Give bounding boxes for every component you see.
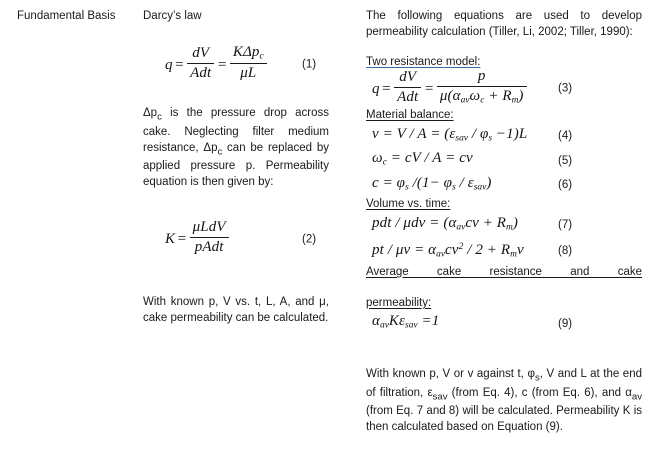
equation-8-number: (8) <box>558 244 573 257</box>
eq6-c-sub: sav <box>473 182 487 193</box>
eq8-b-sup: 2 <box>458 242 464 253</box>
equation-1-block <box>143 44 329 85</box>
para1-text-d: can be replaced by applied pressure p. Permeability equation is then given by: <box>143 141 329 188</box>
eq3-den-a-sub: av <box>460 95 470 106</box>
spacer <box>366 336 642 358</box>
eq3-frac2-numerator: p <box>437 68 527 87</box>
equation-7-number: (7) <box>558 218 573 231</box>
eq3-frac1-numerator: dV <box>394 69 421 88</box>
equation-5-expression <box>372 150 473 166</box>
para1-delta-p-2-sub: c <box>217 145 223 157</box>
equation-3-expression <box>372 68 528 106</box>
heading-darcys-law: Darcy’s law <box>143 10 202 22</box>
eq8-b: cv <box>445 242 459 259</box>
eq9-b: Kε <box>388 313 406 330</box>
equation-8-block <box>366 237 642 265</box>
final-a: With known p, V or v against t, φ <box>366 367 535 380</box>
equation-9-number: (9) <box>558 317 573 330</box>
final-d: (from Eq. 7 and 8) will be calculated. Permeability K is then calculated based on Equation (9). <box>366 405 642 433</box>
eq1-equals-2: = <box>217 56 227 73</box>
final-a-sub: s <box>534 372 540 384</box>
eq6-c: / ε <box>455 174 474 191</box>
eq5-b: = cV / A = cv <box>386 150 473 167</box>
eq4-a-sub: sav <box>455 133 468 144</box>
para1-delta-p: Δp <box>143 107 158 120</box>
equation-8-expression <box>372 242 524 258</box>
equation-4-number: (4) <box>558 130 573 143</box>
eq7-a: pdt / μdv = (α <box>372 214 457 231</box>
heading-volume-vs-time-text: Volume vs. time: <box>366 198 451 211</box>
eq3-frac2-denominator <box>437 87 527 106</box>
eq9-b-sub: sav <box>405 320 418 331</box>
section-label-fundamental-basis: Fundamental Basis <box>17 10 116 22</box>
eq7-a-sub: av <box>456 222 466 233</box>
eq4-a: v = V / A = (ε <box>372 125 456 142</box>
eq8-a-sub: av <box>436 249 446 260</box>
eq2-fraction <box>190 219 229 256</box>
eq6-a-sub: s <box>405 182 409 193</box>
eq1-fraction-2 <box>230 44 267 82</box>
heading-material-balance-text: Material balance: <box>366 109 454 122</box>
eq8-a: pt / μv = α <box>372 242 437 259</box>
equation-5-block <box>366 148 642 172</box>
equation-6-expression <box>372 175 491 191</box>
eq1-frac2-denominator: μL <box>240 65 257 82</box>
equation-9-block <box>366 311 642 335</box>
heading-volume-vs-time <box>366 197 642 213</box>
final-c-sub: av <box>631 390 642 402</box>
eq3-den-c: + R <box>484 88 512 105</box>
eq2-lhs: K <box>165 231 176 248</box>
eq3-lhs: q <box>372 80 380 97</box>
eq6-a: c = φ <box>372 174 406 191</box>
final-b-sub: sav <box>432 390 448 402</box>
paragraph-known-values: With known p, V vs. t, L, A, and μ, cake permeability can be calculated. <box>143 296 329 324</box>
equation-6-number: (6) <box>558 178 573 191</box>
eq1-lhs: q <box>165 56 173 73</box>
eq6-d: ) <box>486 174 492 191</box>
eq8-d: v <box>516 242 524 259</box>
fundamental-basis-column <box>17 9 137 24</box>
heading-material-balance <box>366 108 642 124</box>
eq7-b-sub: m <box>506 222 513 233</box>
eq8-c-sub: m <box>510 249 517 260</box>
eq2-denominator: pAdt <box>194 238 224 255</box>
spacer <box>143 212 329 221</box>
heading-average-cake-resistance-line2: permeability: <box>366 296 432 309</box>
spacer <box>143 25 329 47</box>
equation-2-number: (2) <box>302 232 317 245</box>
eq4-b: / φ <box>467 125 489 142</box>
eq6-b: /(1− φ <box>408 174 453 191</box>
equation-2-expression <box>165 219 230 255</box>
eq1-equals: = <box>175 56 184 73</box>
eq7-b: cv + R <box>465 214 507 231</box>
equation-4-expression <box>372 126 527 142</box>
paragraph-intro: The following equations are used to develop permeability calculation (Tiller, Li, 2002; Tiller, 1990): <box>366 10 642 38</box>
eq4-c: −1)L <box>492 125 528 142</box>
eq3-den-a: μ(α <box>439 88 461 105</box>
eq3-frac1-denominator: Adt <box>397 88 419 105</box>
spacer <box>366 358 642 367</box>
equation-7-expression <box>372 215 518 231</box>
eq1-frac1-numerator: dV <box>187 45 214 64</box>
para1-text-b: is the pressure drop across cake. Neglecting filter medium resistance, <box>143 107 329 154</box>
heading-average-cake-resistance-line1: Average cake resistance and cake <box>366 265 642 278</box>
eq4-b-sub: s <box>488 133 493 144</box>
eq5-a-sub: c <box>382 157 387 168</box>
equation-5-number: (5) <box>558 154 573 167</box>
eq3-fraction-2 <box>437 68 527 106</box>
eq3-den-c-sub: m <box>511 95 519 106</box>
spacer <box>143 84 329 106</box>
eq1-frac2-numerator <box>230 44 267 64</box>
eq5-a: ω <box>372 150 383 167</box>
eq1-frac2-num-sub: c <box>259 51 264 62</box>
heading-average-cake-resistance <box>366 265 642 296</box>
eq2-numerator: μLdV <box>190 219 229 238</box>
spacer <box>143 190 329 212</box>
equation-3-block <box>366 68 642 109</box>
eq3-fraction-1 <box>394 69 421 106</box>
heading-average-cake-resistance-line2-wrap <box>366 296 642 312</box>
eq9-a: α <box>372 313 380 330</box>
paragraph-pressure-drop <box>143 106 329 190</box>
equation-6-block <box>366 173 642 197</box>
eq1-frac2-num-text: KΔp <box>232 44 260 61</box>
equation-4-block <box>366 124 642 148</box>
equations-column <box>366 9 642 435</box>
equation-3-number: (3) <box>558 82 573 95</box>
eq3-den-d: ) <box>518 88 524 105</box>
eq7-c: ) <box>512 214 518 231</box>
darcys-law-column <box>143 9 329 326</box>
final-b: , V and L at the end of filtration, ε <box>366 367 642 399</box>
para1-delta-p-sub: c <box>157 111 162 123</box>
para1-delta-p-2: Δp <box>203 141 218 154</box>
eq9-a-sub: av <box>379 320 389 331</box>
eq2-equals: = <box>177 231 187 248</box>
equation-9-expression <box>372 313 439 329</box>
eq6-b-sub: s <box>452 182 456 193</box>
eq9-c: =1 <box>417 313 440 330</box>
spacer <box>366 40 642 55</box>
heading-two-resistance-model-text: Two resistance model: <box>366 56 481 68</box>
eq3-den-b-sub: c <box>480 95 485 106</box>
eq3-equals: = <box>382 80 391 97</box>
eq3-den-b: ω <box>469 88 481 105</box>
equation-1-number: (1) <box>302 58 317 71</box>
final-c: (from Eq. 4), c (from Eq. 6), and α <box>447 386 632 399</box>
equation-2-block <box>143 221 329 258</box>
equation-7-block <box>366 213 642 237</box>
eq8-c: / 2 + R <box>463 242 511 259</box>
eq1-fraction-1 <box>187 45 214 82</box>
spacer <box>143 258 329 280</box>
spacer <box>143 280 329 295</box>
paragraph-final-summary <box>366 367 642 436</box>
eq1-frac1-denominator: Adt <box>190 64 212 81</box>
eq3-equals-2: = <box>424 80 434 97</box>
